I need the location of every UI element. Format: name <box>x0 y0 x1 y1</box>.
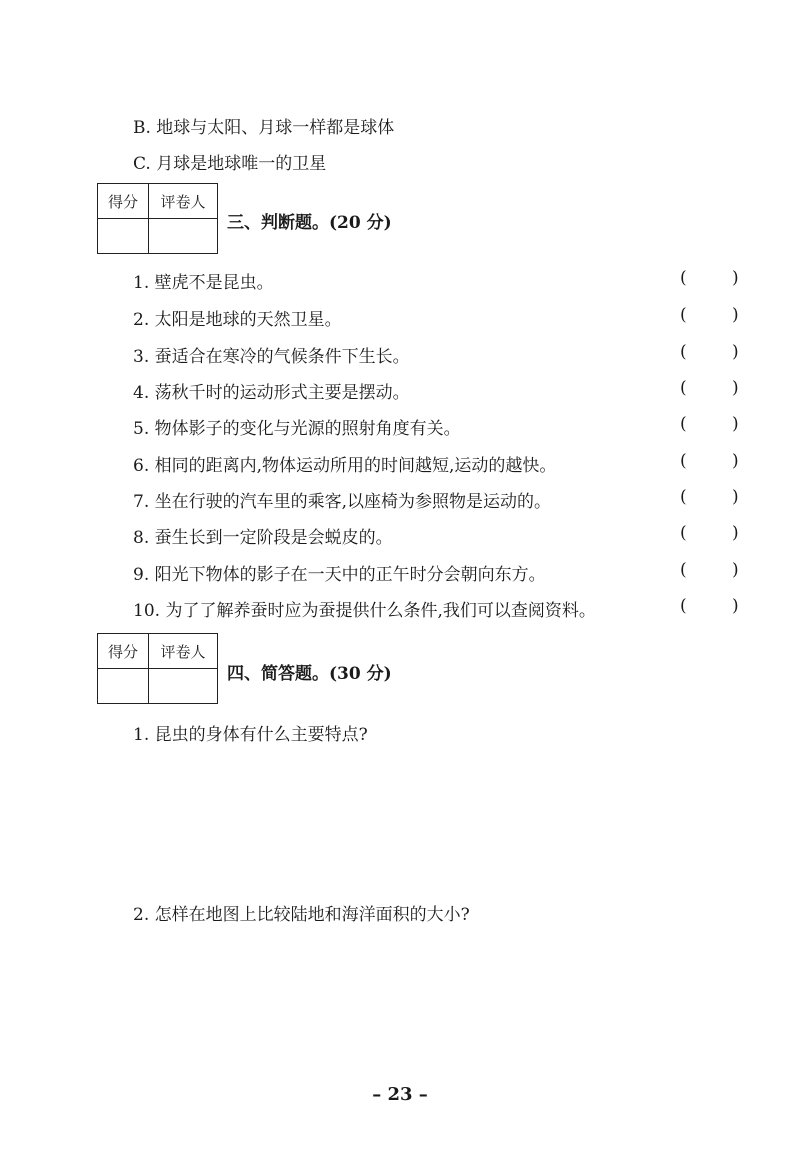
judge-item-9: 9. 阳光下物体的影子在一天中的正午时分会朝向东方。 <box>133 565 546 585</box>
judge-item-7: 7. 坐在行驶的汽车里的乘客,以座椅为参照物是运动的。 <box>133 492 552 512</box>
judge-item-8: 8. 蚕生长到一定阶段是会蜕皮的。 <box>133 528 393 548</box>
judge-item-6: 6. 相同的距离内,物体运动所用的时间越短,运动的越快。 <box>133 456 557 476</box>
score-label: 得分 <box>98 634 149 669</box>
score-label: 得分 <box>98 184 149 219</box>
short-answer-question-1: 1. 昆虫的身体有什么主要特点? <box>133 725 368 745</box>
grader-label: 评卷人 <box>149 634 218 669</box>
short-answer-question-2: 2. 怎样在地图上比较陆地和海洋面积的大小? <box>133 905 470 925</box>
section3-title: 三、判断题。(20 分) <box>227 213 392 233</box>
judge-item-5: 5. 物体影子的变化与光源的照射角度有关。 <box>133 419 461 439</box>
choice-option-c: C. 月球是地球唯一的卫星 <box>133 154 327 174</box>
choice-option-b: B. 地球与太阳、月球一样都是球体 <box>133 118 395 138</box>
judge-item-4: 4. 荡秋千时的运动形式主要是摆动。 <box>133 383 410 403</box>
page-number: – 23 – <box>372 1084 428 1105</box>
judge-item-3: 3. 蚕适合在寒冷的气候条件下生长。 <box>133 347 410 367</box>
judge-item-10: 10. 为了了解养蚕时应为蚕提供什么条件,我们可以查阅资料。 <box>133 601 596 621</box>
grader-cell[interactable] <box>149 669 218 704</box>
grader-label: 评卷人 <box>149 184 218 219</box>
score-box-section4 <box>97 633 218 704</box>
score-box-section3 <box>97 183 218 254</box>
judge-item-2: 2. 太阳是地球的天然卫星。 <box>133 310 342 330</box>
score-cell[interactable] <box>98 219 149 254</box>
section4-title: 四、简答题。(30 分) <box>227 664 392 684</box>
score-cell[interactable] <box>98 669 149 704</box>
grader-cell[interactable] <box>149 219 218 254</box>
judge-item-1: 1. 壁虎不是昆虫。 <box>133 273 274 293</box>
